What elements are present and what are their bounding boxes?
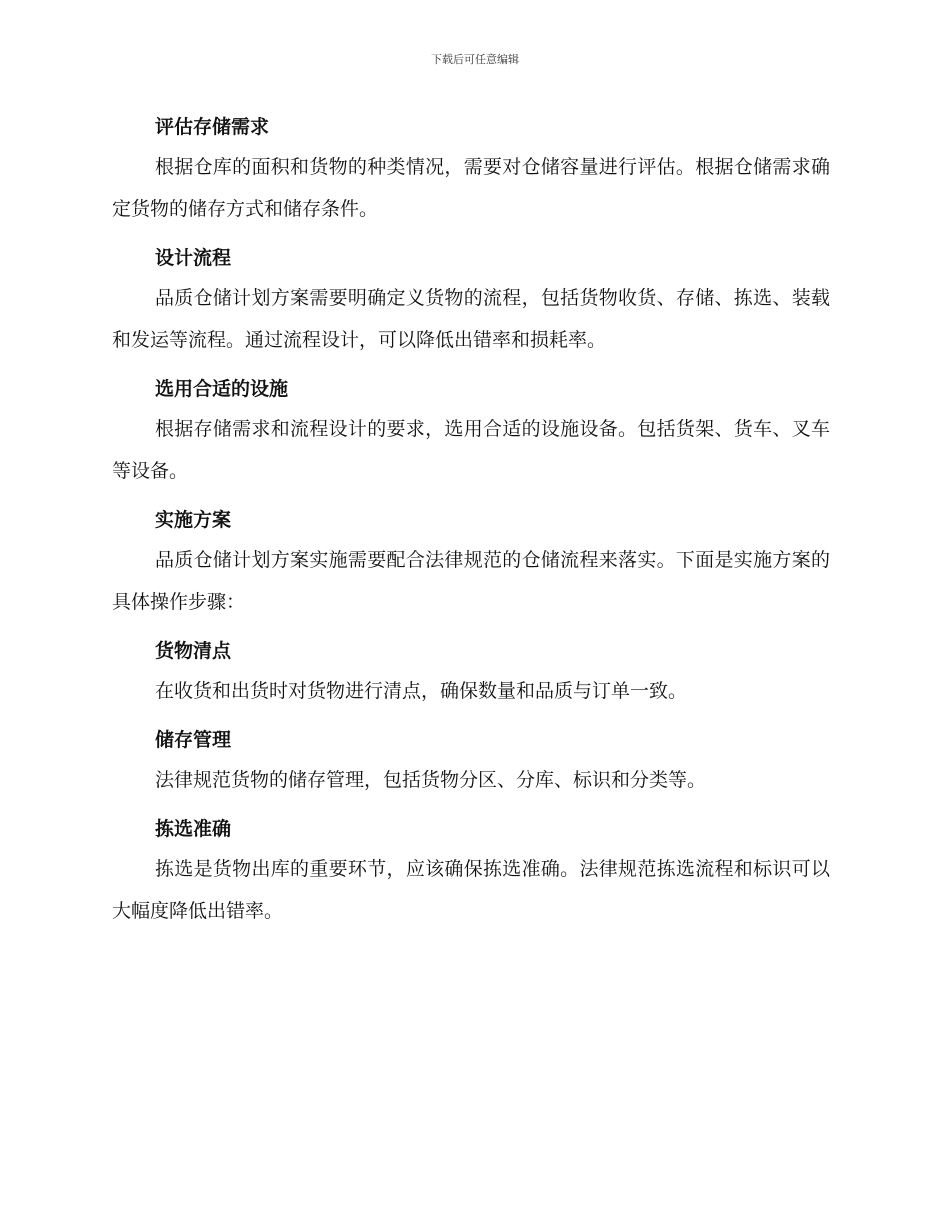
section-paragraph: 在收货和出货时对货物进行清点，确保数量和品质与订单一致。 (155, 680, 688, 702)
section-goods-count (112, 632, 830, 712)
section-implementation-plan (112, 501, 830, 623)
section-picking-accuracy (112, 810, 830, 932)
section-heading: 评估存储需求 (155, 116, 270, 138)
section-paragraph: 拣选是货物出库的重要环节，应该确保拣选准确。法律规范拣选流程和标识可以大幅度降低出错率。 (112, 858, 830, 922)
section-heading: 储存管理 (155, 729, 232, 751)
section-paragraph: 法律规范货物的储存管理，包括货物分区、分库、标识和分类等。 (155, 769, 707, 791)
section-heading: 实施方案 (155, 509, 232, 531)
section-paragraph: 品质仓储计划方案实施需要配合法律规范的仓储流程来落实。下面是实施方案的具体操作步骤： (112, 549, 830, 613)
section-paragraph: 品质仓储计划方案需要明确定义货物的流程，包括货物收货、存储、拣选、装载和发运等流程。通过流程设计，可以降低出错率和损耗率。 (112, 287, 830, 351)
section-evaluate-storage (112, 108, 830, 230)
section-select-facilities (112, 370, 830, 492)
section-paragraph: 根据存储需求和流程设计的要求，选用合适的设施设备。包括货架、货车、叉车等设备。 (112, 418, 830, 482)
section-heading: 货物清点 (155, 640, 232, 662)
page-header: 下载后可任意编辑 (431, 53, 519, 66)
section-paragraph: 根据仓库的面积和货物的种类情况，需要对仓储容量进行评估。根据仓储需求确定货物的储存方式和储存条件。 (112, 156, 830, 220)
section-heading: 设计流程 (155, 247, 232, 269)
document-body (112, 108, 830, 941)
section-heading: 选用合适的设施 (155, 378, 289, 400)
section-design-process (112, 239, 830, 361)
section-storage-management (112, 721, 830, 801)
section-heading: 拣选准确 (155, 818, 232, 840)
